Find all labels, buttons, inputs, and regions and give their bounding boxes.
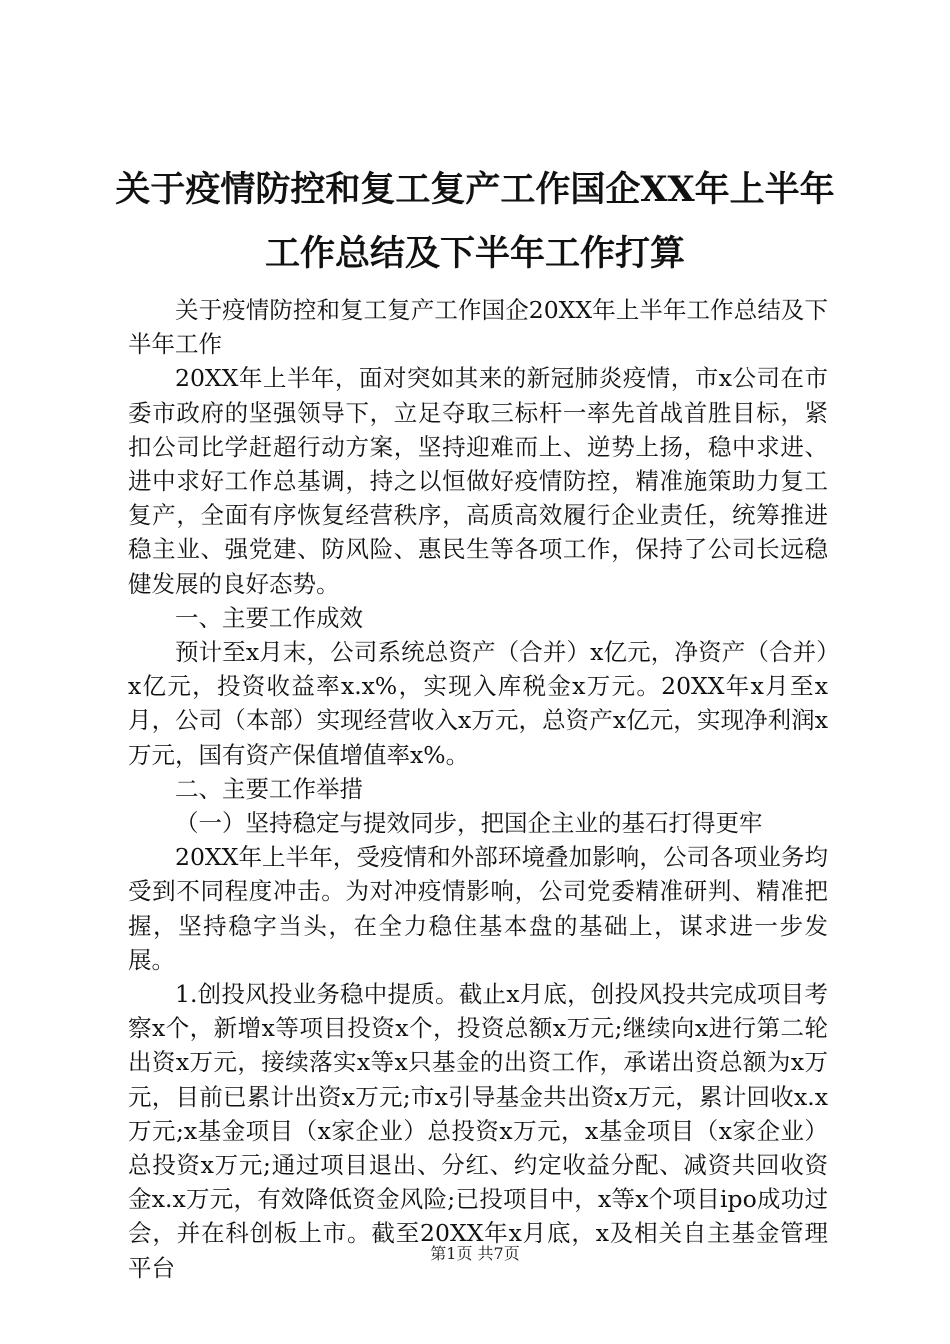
subsection-heading-1: （一）坚持稳定与提效同步，把国企主业的基石打得更牢 — [175, 809, 763, 838]
document-title: 关于疫情防控和复工复产工作国企XX年上半年工作总结及下半年工作打算 — [115, 169, 835, 274]
paragraph-intro: 20XX年上半年，面对突如其来的新冠肺炎疫情，市x公司在市委市政府的坚强领导下，立足夺取三标杆一率先首战首胜目标，紧扣公司比学赶超行动方案，坚持迎难而上、逆势上扬，稳中求进、进中求好工作总基调，持之以恒做好疫情防控，精准施策助力复工复产，全面有序恢复经营秩序，高质高效履行企业责任，统筹推进稳主业、强党建、防风险、惠民生等各项工作，保持了公司长远稳健发展的良好态势。 — [128, 364, 828, 598]
paragraph-subtitle: 关于疫情防控和复工复产工作国企20XX年上半年工作总结及下半年工作 — [128, 296, 828, 359]
paragraph-measures: 20XX年上半年，受疫情和外部环境叠加影响，公司各项业务均受到不同程度冲击。为对冲疫情影响，公司党委精准研判、精准把握，坚持稳字当头，在全力稳住基本盘的基础上，谋求进一步发展。 — [128, 843, 828, 974]
section-heading-2: 二、主要工作举措 — [175, 774, 363, 803]
page-number-footer: 第1页 共7页 — [430, 1244, 520, 1263]
document-body — [128, 293, 828, 1285]
paragraph-results: 预计至x月末，公司系统总资产（合并）x亿元，净资产（合并）x亿元，投资收益率x.x%，实现入库税金x万元。20XX年x月至x月，公司（本部）实现经营收入x万元，总资产x亿元，实现净利润x万元，国有资产保值增值率x%。 — [128, 638, 828, 769]
paragraph-venture-capital: 1.创投风投业务稳中提质。截止x月底，创投风投共完成项目考察x个，新增x等项目投资x个，投资总额x万元;继续向x进行第二轮出资x万元，接续落实x等x只基金的出资工作，承诺出资总额为x万元，目前已累计出资x万元;市x引导基金共出资x万元，累计回收x.x万元;x基金项目（x家企业）总投资x万元，x基金项目（x家企业）总投资x万元;通过项目退出、分红、约定收益分配、减资共回收资金x.x万元，有效降低资金风险;已投项目中，x等x个项目ipo成功过会，并在科创板上市。截至20XX年x月底，x及相关自主基金管理平台 — [128, 980, 828, 1282]
section-heading-1: 一、主要工作成效 — [175, 603, 363, 632]
